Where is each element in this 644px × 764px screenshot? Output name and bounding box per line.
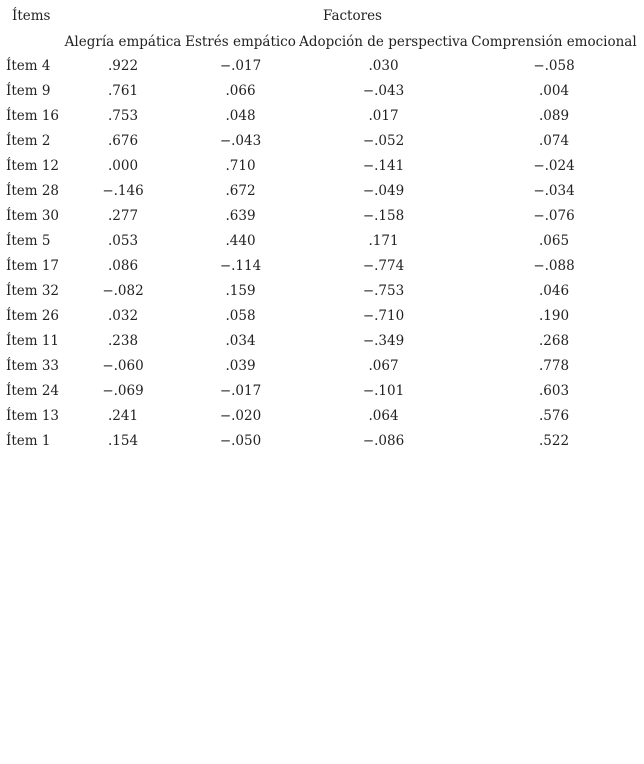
loading-value: −.043 [362, 83, 405, 99]
factor-header-estres-empatico: Estrés empático [185, 34, 296, 50]
loading-value: −.158 [362, 208, 405, 224]
loading-value: .676 [107, 133, 139, 149]
item-label: Ítem 1 [6, 433, 51, 449]
table-row [0, 433, 644, 458]
loading-value: .004 [538, 83, 570, 99]
loading-value: .710 [225, 158, 256, 174]
loading-value: .046 [538, 283, 570, 299]
item-label: Ítem 30 [6, 208, 60, 224]
loading-value: .576 [538, 408, 570, 424]
loading-value: .268 [538, 333, 570, 349]
loading-value: −.017 [219, 383, 262, 399]
table-row [0, 58, 644, 83]
loading-value: −.141 [362, 158, 405, 174]
loading-value: .241 [107, 408, 139, 424]
loading-value: −.086 [362, 433, 405, 449]
loading-value: −.058 [533, 58, 575, 74]
loading-value: .058 [225, 308, 256, 324]
loading-value: −.034 [533, 183, 575, 199]
loading-value: .753 [107, 108, 139, 124]
item-label: Ítem 12 [6, 158, 60, 174]
item-label: Ítem 26 [6, 308, 60, 324]
item-label: Ítem 24 [6, 383, 60, 399]
loading-value: .053 [107, 233, 139, 249]
loading-value: .159 [225, 283, 256, 299]
loading-value: −.088 [533, 258, 575, 274]
table-row [0, 133, 644, 158]
loading-value: .277 [107, 208, 139, 224]
loading-value: .778 [538, 358, 570, 374]
loading-value: −.114 [219, 258, 262, 274]
loading-value: .032 [107, 308, 139, 324]
loading-value: −.774 [362, 258, 405, 274]
loading-value: .066 [225, 83, 256, 99]
loading-value: −.052 [362, 133, 405, 149]
table-body [0, 58, 644, 458]
item-label: Ítem 16 [6, 108, 60, 124]
loading-value: .190 [538, 308, 570, 324]
item-label: Ítem 4 [6, 58, 51, 74]
loading-value: −.753 [362, 283, 405, 299]
loading-value: −.024 [533, 158, 575, 174]
loading-value: .074 [538, 133, 570, 149]
factor-header-adopcion-de-perspectiva: Adopción de perspectiva [299, 34, 468, 50]
item-label: Ítem 9 [6, 83, 51, 99]
loading-value: −.017 [219, 58, 262, 74]
loading-value: .639 [225, 208, 256, 224]
loading-value: .048 [225, 108, 256, 124]
table-row [0, 408, 644, 433]
item-label: Ítem 2 [6, 133, 51, 149]
item-label: Ítem 5 [6, 233, 51, 249]
loading-value: .522 [538, 433, 570, 449]
table-row [0, 333, 644, 358]
loading-value: .065 [538, 233, 570, 249]
table-row [0, 208, 644, 233]
loading-value: .039 [225, 358, 256, 374]
table-header-row [0, 8, 644, 28]
item-label: Ítem 33 [6, 358, 60, 374]
item-label: Ítem 32 [6, 283, 60, 299]
loading-value: −.049 [362, 183, 405, 199]
loading-value: −.069 [102, 383, 144, 399]
table-row [0, 358, 644, 383]
loading-value: .017 [368, 108, 399, 124]
loading-value: −.050 [219, 433, 262, 449]
table-row [0, 108, 644, 133]
loading-value: −.101 [362, 383, 405, 399]
loading-value: .238 [107, 333, 139, 349]
loading-value: −.710 [362, 308, 405, 324]
items-column-header: Ítems [12, 8, 51, 24]
table-row [0, 233, 644, 258]
loading-value: −.043 [219, 133, 262, 149]
factor-header-comprension-emocional: Comprensión emocional [471, 34, 637, 50]
factor-header-alegria-empatica: Alegría empática [64, 34, 182, 50]
table-row [0, 283, 644, 308]
item-label: Ítem 28 [6, 183, 60, 199]
loading-value: .154 [107, 433, 139, 449]
loading-value: .034 [225, 333, 256, 349]
loading-value: −.060 [102, 358, 144, 374]
item-label: Ítem 17 [6, 258, 60, 274]
loading-value: .171 [368, 233, 399, 249]
loading-value: .086 [107, 258, 139, 274]
item-label: Ítem 11 [6, 333, 60, 349]
loading-value: .089 [538, 108, 570, 124]
table-row [0, 158, 644, 183]
loading-value: .761 [107, 83, 139, 99]
loading-value: .067 [368, 358, 399, 374]
loading-value: −.349 [362, 333, 405, 349]
factor-columns-header-row [0, 34, 644, 54]
loading-value: .672 [225, 183, 256, 199]
table-row [0, 258, 644, 283]
loading-value: −.020 [219, 408, 262, 424]
loading-value: .030 [368, 58, 399, 74]
item-label: Ítem 13 [6, 408, 60, 424]
loading-value: .064 [368, 408, 399, 424]
loading-value: .000 [107, 158, 139, 174]
table-row [0, 308, 644, 333]
table-row [0, 383, 644, 408]
loading-value: .440 [225, 233, 256, 249]
factors-group-header: Factores [323, 8, 382, 24]
loading-value: −.082 [102, 283, 144, 299]
table-row [0, 83, 644, 108]
loading-value: .603 [538, 383, 570, 399]
table-row [0, 183, 644, 208]
loading-value: −.076 [533, 208, 575, 224]
loading-value: −.146 [102, 183, 144, 199]
loading-value: .922 [107, 58, 139, 74]
